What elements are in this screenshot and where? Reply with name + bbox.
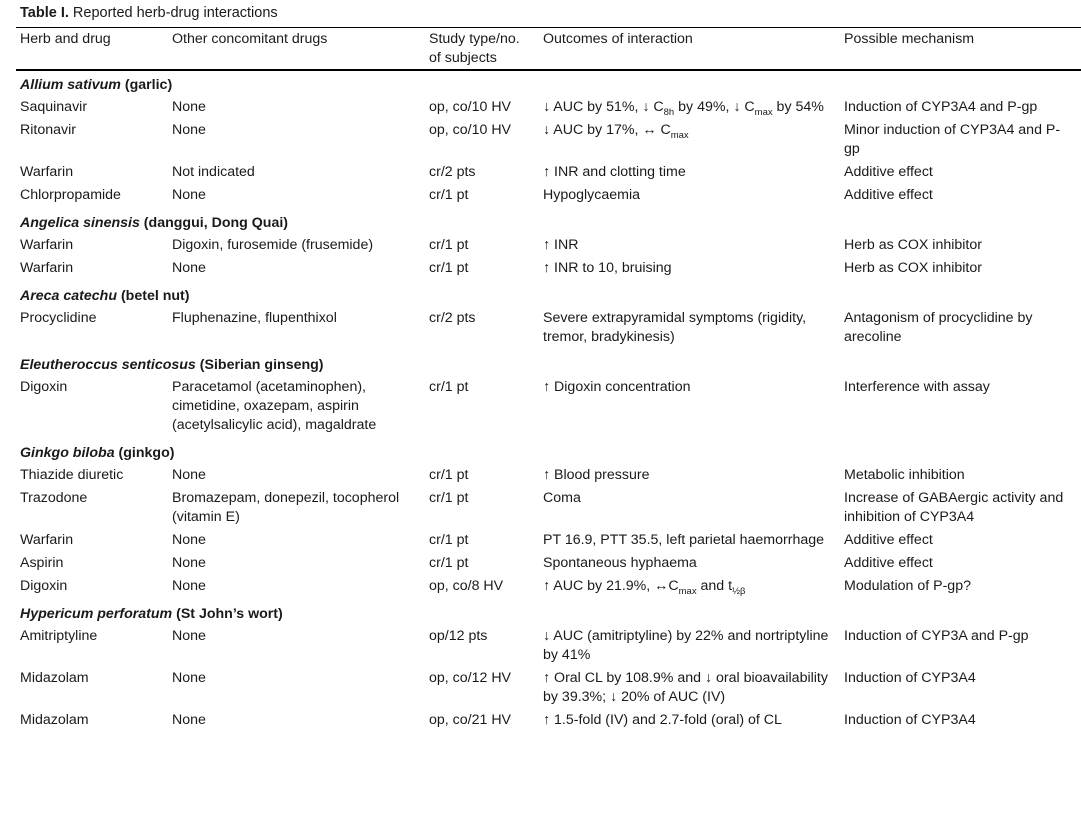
outcome-cell: Spontaneous hyphaema — [543, 555, 697, 571]
other-drugs-cell: Digoxin, furosemide (frusemide) — [172, 237, 374, 253]
mechanism-cell: Minor induction of CYP3A4 and P-gp — [844, 122, 1061, 157]
outcome-cell: ↓ AUC by 51%, ↓ $C_{8h}$ by 49%, ↓ $C_{max}$ by 54% — [543, 99, 824, 118]
outcome-cell: ↓ AUC by 17%, ↔ $C_{max}$ — [543, 122, 689, 141]
table-row — [16, 98, 1070, 121]
table-row — [16, 378, 1070, 439]
mechanism-cell: Interference with assay — [844, 379, 990, 395]
outcome-cell: PT 16.9, PTT 35.5, left parietal haemorrhage — [543, 532, 825, 548]
other-drugs-cell: Not indicated — [172, 164, 255, 180]
mechanism-cell: Additive effect — [844, 532, 933, 548]
drug-cell: Amitriptyline — [20, 628, 98, 644]
section-row — [16, 600, 1070, 627]
study-cell: cr/1 pt — [429, 260, 469, 276]
section-row — [16, 351, 1070, 378]
other-drugs-cell: None — [172, 187, 206, 203]
herb-latin-name: Hypericum perforatum — [20, 606, 173, 622]
herb-latin-name: Ginkgo biloba — [20, 445, 115, 461]
herb-common-name: (Siberian ginseng) — [195, 357, 324, 373]
section-row — [16, 71, 1070, 98]
table-row — [16, 669, 1070, 711]
outcome-cell: ↑ INR — [543, 237, 579, 253]
table-row — [16, 466, 1070, 489]
study-cell: op, co/21 HV — [429, 712, 512, 728]
drug-cell: Digoxin — [20, 379, 68, 395]
study-cell: cr/2 pts — [429, 310, 476, 326]
herb-latin-name: Areca catechu — [20, 288, 117, 304]
other-drugs-cell: None — [172, 122, 206, 138]
drug-cell: Thiazide diuretic — [20, 467, 124, 483]
other-drugs-cell: None — [172, 712, 206, 728]
table-row — [16, 577, 1070, 600]
table-label: Table I. — [20, 5, 69, 21]
outcome-cell: ↑ Blood pressure — [543, 467, 650, 483]
study-cell: cr/1 pt — [429, 379, 469, 395]
other-drugs-cell: None — [172, 555, 206, 571]
study-cell: cr/1 pt — [429, 467, 469, 483]
outcome-cell: ↓ AUC (amitriptyline) by 22% and nortriptyline by 41% — [543, 628, 829, 663]
table-row — [16, 163, 1070, 186]
header-study-line2: of subjects — [429, 50, 497, 66]
header-herb-drug: Herb and drug — [20, 31, 111, 47]
mechanism-cell: Herb as COX inhibitor — [844, 237, 982, 253]
outcome-cell: ↑ 1.5-fold (IV) and 2.7-fold (oral) of CL — [543, 712, 782, 728]
study-cell: cr/2 pts — [429, 164, 476, 180]
outcome-cell: ↑ INR and clotting time — [543, 164, 686, 180]
header-other-drugs: Other concomitant drugs — [172, 31, 328, 47]
drug-cell: Warfarin — [20, 164, 74, 180]
drug-cell: Warfarin — [20, 260, 74, 276]
header-study-line1: Study type/no. — [429, 31, 520, 47]
outcome-cell: Hypoglycaemia — [543, 187, 640, 203]
drug-cell: Saquinavir — [20, 99, 88, 115]
outcome-cell: ↑ INR to 10, bruising — [543, 260, 672, 276]
mechanism-cell: Increase of GABAergic activity and inhibition of CYP3A4 — [844, 490, 1064, 525]
drug-cell: Aspirin — [20, 555, 64, 571]
drug-cell: Digoxin — [20, 578, 68, 594]
table-row — [16, 554, 1070, 577]
other-drugs-cell: None — [172, 670, 206, 686]
mechanism-cell: Additive effect — [844, 555, 933, 571]
table-row — [16, 531, 1070, 554]
table-body — [16, 71, 1070, 734]
section-heading — [16, 439, 1070, 466]
section-heading — [16, 600, 1070, 627]
herb-common-name: (danggui, Dong Quai) — [139, 215, 289, 231]
drug-cell: Midazolam — [20, 670, 89, 686]
other-drugs-cell: None — [172, 260, 206, 276]
herb-latin-name: Allium sativum — [20, 77, 121, 93]
header-mechanism: Possible mechanism — [844, 31, 975, 47]
section-heading — [16, 351, 1070, 378]
other-drugs-cell: None — [172, 628, 206, 644]
study-cell: cr/1 pt — [429, 490, 469, 506]
mechanism-cell: Herb as COX inhibitor — [844, 260, 982, 276]
mechanism-cell: Antagonism of procyclidine by arecoline — [844, 310, 1033, 345]
mechanism-cell: Induction of CYP3A4 — [844, 712, 976, 728]
herb-latin-name: Angelica sinensis — [20, 215, 140, 231]
herb-common-name: (ginkgo) — [114, 445, 175, 461]
mechanism-cell: Modulation of P-gp? — [844, 578, 971, 594]
drug-cell: Procyclidine — [20, 310, 97, 326]
table-row — [16, 711, 1070, 734]
section-row — [16, 282, 1070, 309]
mechanism-cell: Additive effect — [844, 164, 933, 180]
mechanism-cell: Induction of CYP3A4 — [844, 670, 976, 686]
mechanism-cell: Metabolic inhibition — [844, 467, 965, 483]
header-row — [16, 0, 1070, 71]
herb-common-name: (St John’s wort) — [172, 606, 283, 622]
outcome-cell: Coma — [543, 490, 581, 506]
drug-cell: Midazolam — [20, 712, 89, 728]
header-outcome: Outcomes of interaction — [543, 31, 693, 47]
table-row — [16, 121, 1070, 163]
study-cell: op/12 pts — [429, 628, 488, 644]
outcome-cell: ↑ AUC by 21.9%, $\leftrightarrow C_{max}$ and $t_{\frac{1}{2}\beta}$ — [543, 578, 746, 597]
other-drugs-cell: None — [172, 532, 206, 548]
study-cell: op, co/10 HV — [429, 99, 512, 115]
outcome-cell: Severe extrapyramidal symptoms (rigidity, tremor, bradykinesis) — [543, 310, 807, 345]
drug-cell: Warfarin — [20, 237, 74, 253]
outcome-cell: ↑ Oral CL by 108.9% and ↓ oral bioavailability by 39.3%; ↓ 20% of AUC (IV) — [543, 670, 828, 705]
table-row — [16, 236, 1070, 259]
table-row — [16, 309, 1070, 351]
section-heading — [16, 282, 1070, 309]
mechanism-cell: Additive effect — [844, 187, 933, 203]
study-cell: cr/1 pt — [429, 187, 469, 203]
study-cell: cr/1 pt — [429, 555, 469, 571]
section-heading — [16, 209, 1070, 236]
other-drugs-cell: None — [172, 467, 206, 483]
outcome-cell: ↑ Digoxin concentration — [543, 379, 691, 395]
section-row — [16, 209, 1070, 236]
other-drugs-cell: None — [172, 99, 206, 115]
study-cell: cr/1 pt — [429, 532, 469, 548]
herb-latin-name: Eleutheroccus senticosus — [20, 357, 196, 373]
study-cell: op, co/10 HV — [429, 122, 512, 138]
study-cell: op, co/8 HV — [429, 578, 504, 594]
study-cell: op, co/12 HV — [429, 670, 512, 686]
other-drugs-cell: Bromazepam, donepezil, tocopherol (vitamin E) — [172, 490, 400, 525]
table-row — [16, 627, 1070, 669]
other-drugs-cell: Fluphenazine, flupenthixol — [172, 310, 337, 326]
drug-cell: Trazodone — [20, 490, 88, 506]
drug-cell: Warfarin — [20, 532, 74, 548]
mechanism-cell: Induction of CYP3A4 and P-gp — [844, 99, 1038, 115]
herb-drug-table — [16, 0, 1070, 734]
table-title: Reported herb-drug interactions — [72, 5, 278, 21]
study-cell: cr/1 pt — [429, 237, 469, 253]
drug-cell: Ritonavir — [20, 122, 76, 138]
section-heading — [16, 71, 1070, 98]
other-drugs-cell: None — [172, 578, 206, 594]
table-row — [16, 259, 1070, 282]
header-study — [425, 0, 539, 71]
other-drugs-cell: Paracetamol (acetaminophen), cimetidine, oxazepam, aspirin (acetylsalicylic acid), magaldrate — [172, 379, 377, 433]
drug-cell: Chlorpropamide — [20, 187, 121, 203]
herb-common-name: (garlic) — [120, 77, 173, 93]
mechanism-cell: Induction of CYP3A and P-gp — [844, 628, 1029, 644]
section-row — [16, 439, 1070, 466]
table-row — [16, 186, 1070, 209]
herb-common-name: (betel nut) — [117, 288, 190, 304]
table-row — [16, 489, 1070, 531]
